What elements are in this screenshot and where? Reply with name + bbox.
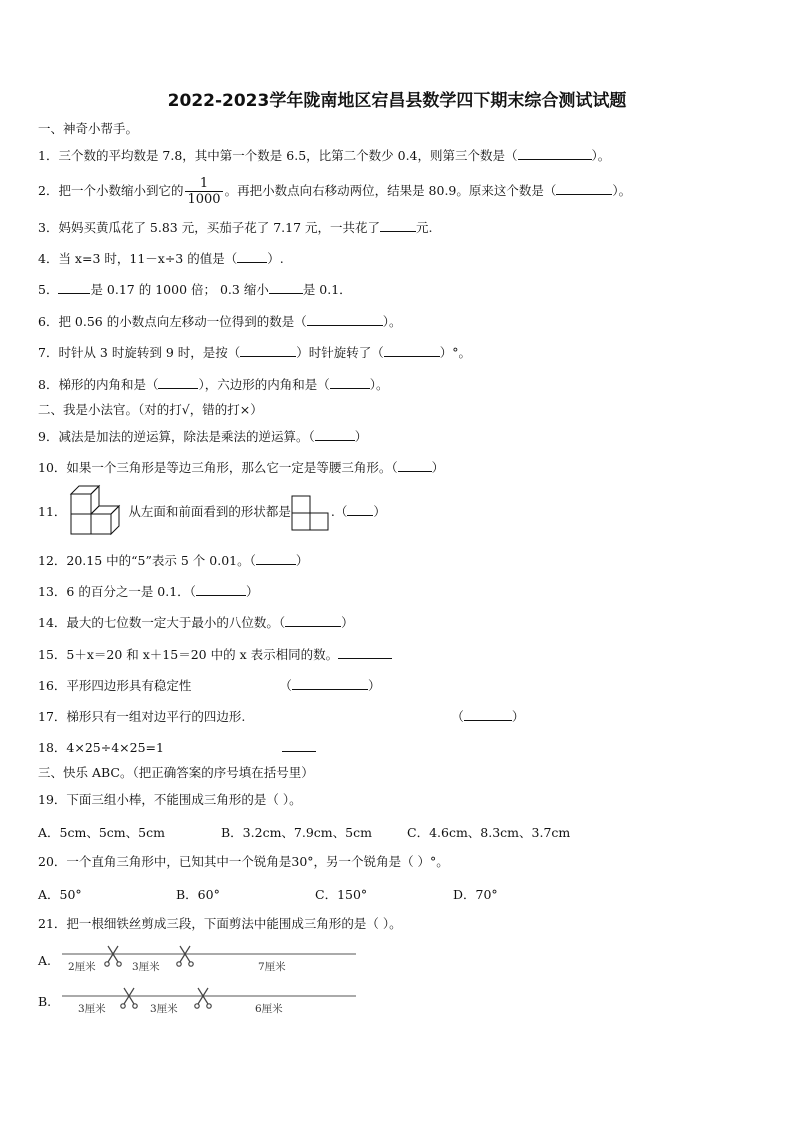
answer-blank[interactable] — [347, 503, 373, 516]
q21-option-a-wire-diagram — [60, 944, 360, 976]
answer-blank[interactable] — [307, 313, 383, 326]
q21-b-segment-1: 3厘米 — [78, 1003, 106, 1015]
q20-option-d[interactable]: D．70° — [453, 887, 498, 902]
answer-blank[interactable] — [330, 376, 370, 389]
question-12: 12．20.15 中的“5”表示 5 个 0.01。（ ） — [38, 553, 309, 568]
scissors-icon — [177, 946, 193, 966]
question-16: 16．平形四边形具有稳定性 （ ） — [38, 678, 381, 693]
q21-b-segment-2: 3厘米 — [150, 1003, 178, 1015]
answer-blank[interactable] — [518, 147, 592, 160]
q21-option-b-label[interactable]: B. — [38, 994, 52, 1009]
q21-a-segment-3: 7厘米 — [258, 961, 286, 973]
answer-blank[interactable] — [398, 459, 432, 472]
answer-blank[interactable] — [338, 646, 392, 659]
section-1-heading: 一、神奇小帮手。 — [38, 121, 139, 136]
section-3-heading: 三、快乐 ABC。（把正确答案的序号填在括号里） — [38, 765, 314, 780]
q21-a-segment-2: 3厘米 — [132, 961, 160, 973]
question-20: 20．一个直角三角形中，已知其中一个锐角是30°，另一个锐角是（ ）°。 — [38, 854, 449, 869]
q21-option-a-label[interactable]: A. — [38, 953, 52, 968]
question-1: 1．三个数的平均数是 7.8，其中第一个数是 6.5，比第二个数少 0.4，则第三个数是（ ）。 — [38, 148, 611, 163]
q19-option-b[interactable]: B．3.2cm、7.9cm、5cm — [221, 825, 372, 840]
answer-blank[interactable] — [556, 182, 612, 195]
answer-blank[interactable] — [380, 219, 416, 232]
q19-option-a[interactable]: A．5cm、5cm、5cm — [38, 825, 165, 840]
question-19: 19．下面三组小棒，不能围成三角形的是（ ）。 — [38, 792, 302, 807]
question-5: 5． 是 0.17 的 1000 倍； 0.3 缩小 是 0.1． — [38, 282, 352, 297]
question-13: 13．6 的百分之一是 0.1．（ ） — [38, 584, 259, 599]
q20-option-c[interactable]: C．150° — [315, 887, 368, 902]
answer-blank[interactable] — [237, 250, 267, 263]
section-2-heading: 二、我是小法官。（对的打√，错的打×） — [38, 402, 263, 417]
question-8: 8．梯形的内角和是（ ），六边形的内角和是（ ）。 — [38, 377, 389, 392]
q20-option-a[interactable]: A．50° — [38, 887, 82, 902]
page-title: 2022-2023学年陇南地区宕昌县数学四下期末综合测试试题 — [167, 91, 627, 111]
question-18: 18．4×25÷4×25=1 — [38, 739, 316, 756]
question-2: 2．把一个小数缩小到它的 $\frac{1}{1000}$ 。再把小数点向右移动两位，结果是 80.9。原来这个数是（ ）。 — [38, 176, 632, 207]
scissors-icon — [195, 988, 211, 1008]
answer-blank[interactable] — [240, 344, 296, 357]
answer-blank[interactable] — [269, 281, 303, 294]
question-11: 11． 从左面和前面看到的形状都是 .（ ） — [38, 482, 386, 542]
question-7: 7．时针从 3 时旋转到 9 时，是按（ ）时针旋转了（ ）°。 — [38, 345, 472, 360]
question-10: 10．如果一个三角形是等边三角形，那么它一定是等腰三角形。（ ） — [38, 460, 445, 475]
question-3: 3．妈妈买黄瓜花了 5.83 元，买茄子花了 7.17 元，一共花了 元. — [38, 220, 433, 235]
question-14: 14．最大的七位数一定大于最小的八位数。（ ） — [38, 615, 354, 630]
cube-stack-figure — [66, 484, 128, 542]
scissors-icon — [121, 988, 137, 1008]
answer-blank[interactable] — [256, 552, 296, 565]
view-shape-figure — [291, 495, 331, 531]
answer-blank[interactable] — [58, 281, 90, 294]
answer-blank[interactable] — [282, 739, 316, 752]
answer-blank[interactable] — [285, 614, 341, 627]
scissors-icon — [105, 946, 121, 966]
q21-a-segment-1: 2厘米 — [68, 961, 96, 973]
answer-blank[interactable] — [196, 583, 246, 596]
question-21: 21．把一根细铁丝剪成三段，下面剪法中能围成三角形的是（ ）。 — [38, 916, 402, 931]
q21-b-segment-3: 6厘米 — [255, 1003, 283, 1015]
answer-blank[interactable] — [292, 677, 368, 690]
answer-blank[interactable] — [315, 428, 355, 441]
question-4: 4．当 x=3 时，11－x÷3 的值是（ ）. — [38, 251, 284, 266]
answer-blank[interactable] — [384, 344, 440, 357]
answer-blank[interactable] — [158, 376, 198, 389]
question-9: 9．减法是加法的逆运算，除法是乘法的逆运算。（ ） — [38, 429, 368, 444]
q19-option-c[interactable]: C．4.6cm、8.3cm、3.7cm — [407, 825, 571, 840]
answer-blank[interactable] — [464, 708, 512, 721]
fraction: $\frac{1}{1000}$ — [187, 176, 221, 207]
question-17: 17．梯形只有一组对边平行的四边形. （ ） — [38, 709, 525, 724]
question-15: 15．5＋x＝20 和 x＋15＝20 中的 x 表示相同的数。 — [38, 646, 392, 663]
question-6: 6．把 0.56 的小数点向左移动一位得到的数是（ ）。 — [38, 314, 402, 329]
q20-option-b[interactable]: B．60° — [176, 887, 220, 902]
